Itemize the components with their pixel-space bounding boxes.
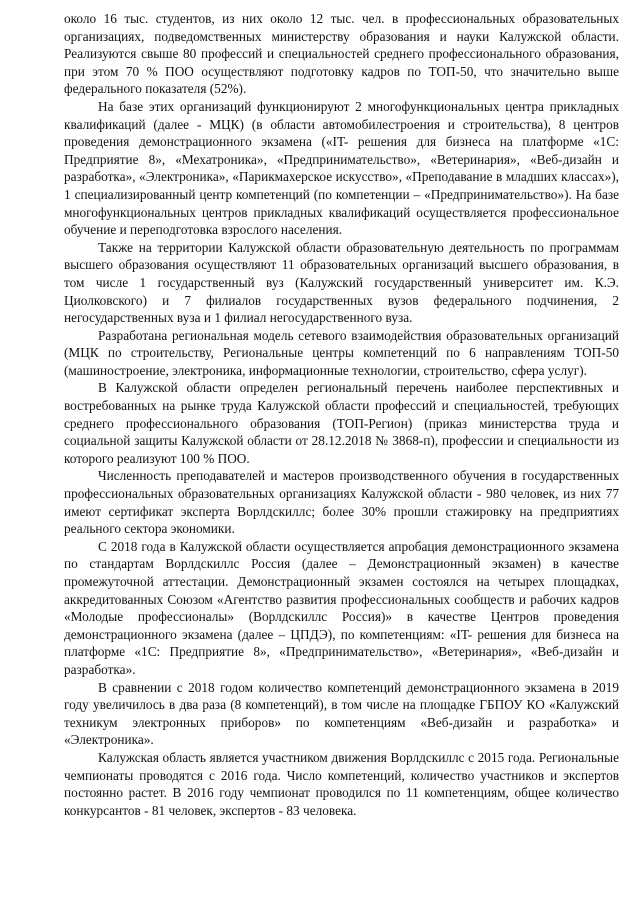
paragraph-mck-centers: На базе этих организаций функционируют 2 многофункциональных центра прикладных квалификаций (далее - МЦК) (в области автомобилестроения и строительства), 8 центров проведения демонстрационного экзамена («IT- решения для бизнеса на платформе «1С: Предприятие 8», «Мехатроника», «Предпринимательство», «Ветеринария», «Веб-дизайн и разработка», «Электроника», «Парикмахерское искусство», «Преподавание в младших классах»), 1 специализированный центр компетенций (по компетенции – «Предпринимательство»). На базе многофункциональных центров прикладных квалификаций осуществляется профессиональное обучение и переподготовка взрослого населения. bbox=[64, 98, 619, 238]
paragraph-top-region: В Калужской области определен региональный перечень наиболее перспективных и востребованных на рынке труда Калужской области профессий и специальностей, требующих среднего профессионального образования (ТОП-Регион) (приказ министерства труда и социальной защиты Калужской области от 28.12.2018 № 3868-п), профессии и специальности из которого реализуют 100 % ПОО. bbox=[64, 380, 619, 466]
paragraph-demo-exam-2019: В сравнении с 2018 годом количество компетенций демонстрационного экзамена в 2019 году увеличилось в два раза (8 компетенций), в том числе на площадке ГБПОУ КО «Калужский техникум электронных приборов» по компетенциям «Веб-дизайн и разработка» и «Электроника». bbox=[64, 679, 619, 748]
paragraph-higher-education: Также на территории Калужской области образовательную деятельность по программам высшего образования осуществляют 11 образовательных организаций высшего образования, в том числе 1 государственный вуз (Калужский государственный университет им. К.Э. Циолковского) и 7 филиалов государственных вузов федерального подчинения, 2 негосударственных вуза и 1 филиал негосударственного вуза. bbox=[64, 239, 619, 326]
document-body bbox=[64, 10, 619, 819]
paragraph-worldskills: Калужская область является участником движения Ворлдскиллс с 2015 года. Региональные чемпионаты проводятся с 2016 года. Число компетенций, количество участников и экспертов постоянно растет. В 2016 году чемпионат проводился по 11 компетенциям, общее количество конкурсантов - 81 человек, экспертов - 83 человека. bbox=[64, 749, 619, 818]
paragraph-network-model: Разработана региональная модель сетевого взаимодействия образовательных организаций (МЦК по строительству, Региональные центры компетенций по 6 направлениям ТОП-50 (машиностроение, электроника, информационные технологии, строительство, сфера услуг). bbox=[64, 327, 619, 378]
paragraph-teachers: Численность преподавателей и мастеров производственного обучения в государственных профессиональных образовательных организациях Калужской области - 980 человек, из них 77 имеют сертификат эксперта Ворлдскиллс; более 30% прошли стажировку на предприятиях реального сектора экономики. bbox=[64, 468, 619, 537]
paragraph-students: около 16 тыс. студентов, из них около 12 тыс. чел. в профессиональных образовательных организациях, подведомственных министерству образования и науки Калужской области. Реализуются свыше 80 профессий и специальностей среднего профессионального образования, при этом 70 % ПОО осуществляют подготовку кадров по ТОП-50, что значительно выше федерального показателя (52%). bbox=[64, 11, 619, 97]
paragraph-demo-exam-2018: С 2018 года в Калужской области осуществляется апробация демонстрационного экзамена по стандартам Ворлдскиллс Россия (далее – Демонстрационный экзамен) в качестве промежуточной аттестации. Демонстрационный экзамен состоялся на четырех площадках, аккредитованных Союзом «Агентство развития профессиональных сообществ и рабочих кадров «Молодые профессионалы» (Ворлдскиллс Россия)» в качестве Центров проведения демонстрационного экзамена (далее – ЦПДЭ), по компетенциям: «IT- решения для бизнеса на платформе «1С: Предприятие 8», «Предпринимательство», «Ветеринария», «Веб-дизайн и разработка». bbox=[64, 538, 619, 677]
